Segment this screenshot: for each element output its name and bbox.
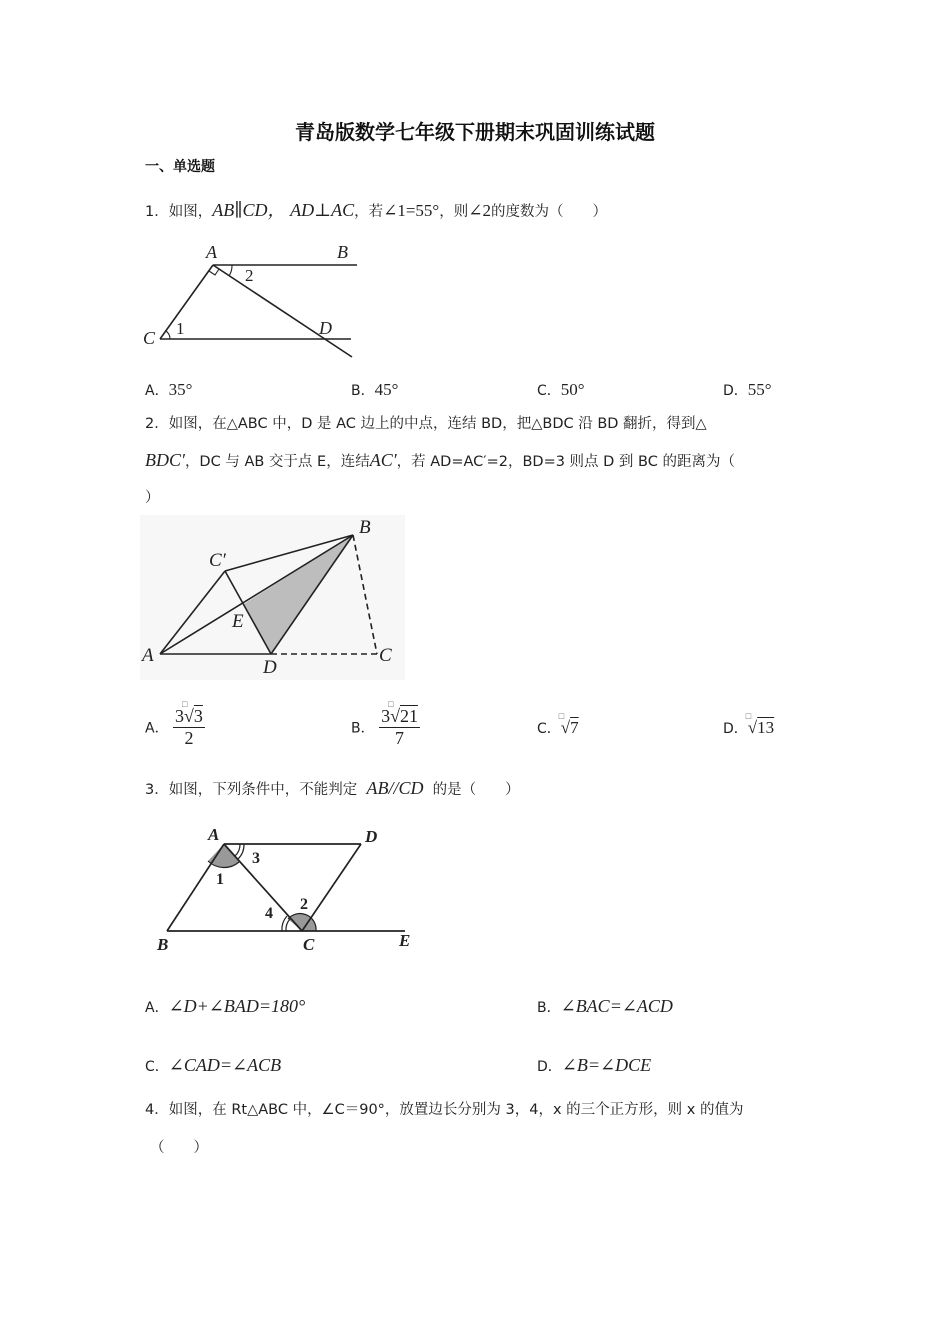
q1-mid2: ，则 <box>439 204 469 220</box>
q3-option-a[interactable] <box>145 996 305 1017</box>
label-e: E <box>399 931 411 950</box>
root-index: □ <box>388 699 394 709</box>
radicand: 3 <box>193 706 203 726</box>
q2-option-c[interactable] <box>537 711 579 738</box>
q2-expr-bdc: BDC′ <box>145 450 185 470</box>
label-d: D <box>365 827 378 846</box>
angle-3-arc-1 <box>235 844 240 856</box>
q2-line2b: ，若 AD=AC′=2，BD=3 则点 D 到 BC 的距离为（ <box>396 454 735 470</box>
denominator: 7 <box>395 728 404 748</box>
root-index: □ <box>182 699 188 709</box>
label-d: D <box>319 318 332 338</box>
q2-option-a[interactable] <box>145 699 205 749</box>
option-value: 35° <box>168 380 193 399</box>
q1-suffix: 的度数为（ ） <box>490 204 607 220</box>
fraction: 3 □ √21 7 <box>381 699 418 748</box>
label-a: A <box>142 645 154 666</box>
option-label: D． <box>723 721 748 737</box>
option-label: A． <box>145 720 169 737</box>
section-heading: 一、单选题 <box>145 159 215 175</box>
label-a: A <box>206 242 217 262</box>
label-angle-2: 2 <box>300 896 308 913</box>
angle-4-arc-1 <box>286 919 290 931</box>
label-angle-1: 1 <box>176 319 185 338</box>
option-label: C． <box>145 1059 169 1075</box>
label-c: C <box>143 328 156 348</box>
option-label: B． <box>537 1000 561 1016</box>
label-e: E <box>232 611 244 632</box>
denominator: 2 <box>184 728 194 748</box>
q3-prefix: 3．如图，下列条件中，不能判定 <box>145 782 358 798</box>
page-title: 青岛版数学七年级下册期末巩固训练试题 <box>295 120 655 144</box>
segment-ad <box>213 265 352 357</box>
label-c: C <box>379 645 392 666</box>
q2-option-d[interactable] <box>723 711 775 738</box>
option-label: C． <box>537 383 561 399</box>
angle-2-arc <box>229 265 232 276</box>
q2-line2a: ，DC 与 AB 交于点 E，连结 <box>184 454 370 470</box>
q1-expr1: AB∥CD， <box>212 200 286 220</box>
label-b: B <box>157 935 169 954</box>
radical: □ √13 <box>745 711 775 737</box>
q1-option-a[interactable] <box>145 380 192 400</box>
q2-option-b[interactable] <box>351 699 420 749</box>
q3-suffix: 的是（ ） <box>432 782 520 798</box>
option-label: D． <box>723 383 748 399</box>
q1-expr2: AD⊥AC <box>290 200 355 220</box>
angle-1-arc <box>166 331 170 339</box>
label-b: B <box>337 242 348 262</box>
option-value: ∠B=∠DCE <box>561 1055 652 1075</box>
radicand: 13 <box>757 718 775 737</box>
q3-option-d[interactable] <box>537 1055 651 1076</box>
label-a: A <box>208 825 220 844</box>
q1-figure <box>140 238 370 368</box>
option-label: B． <box>351 720 375 737</box>
q3-option-b[interactable] <box>537 996 673 1017</box>
q1-option-c[interactable] <box>537 380 585 400</box>
question-4-line-1: 4．如图，在 Rt△ABC 中，∠C＝90°，放置边长分别为 3，4，x 的三个正方形，则 x 的值为 <box>145 1102 744 1118</box>
label-b: B <box>359 517 371 538</box>
label-c-prime: C′ <box>209 550 226 571</box>
coefficient: 3 <box>381 706 391 726</box>
coefficient: 3 <box>175 706 185 726</box>
label-angle-1: 1 <box>216 871 224 888</box>
label-angle-2: 2 <box>245 266 254 285</box>
option-label: D． <box>537 1059 562 1075</box>
q3-option-c[interactable] <box>145 1055 281 1076</box>
right-angle-mark <box>209 269 219 275</box>
question-2-line-1: 2．如图，在△ABC 中，D 是 AC 边上的中点，连结 BD，把△BDC 沿 BD 翻折，得到△ <box>145 416 707 432</box>
option-value: ∠CAD=∠ACB <box>168 1055 282 1075</box>
question-4-line-2: （ ） <box>150 1140 208 1156</box>
option-label: C． <box>537 721 561 737</box>
option-value: 45° <box>374 380 399 399</box>
radicand: 21 <box>399 706 418 726</box>
q3-expr: AB//CD <box>366 778 424 798</box>
label-d: D <box>263 657 277 678</box>
q3-figure <box>150 818 425 958</box>
q1-angle-cond: ∠1=55° <box>383 201 440 220</box>
radicand: 7 <box>570 718 579 737</box>
q2-figure <box>140 515 405 680</box>
q1-mid: ，若 <box>354 204 384 220</box>
question-2-line-2 <box>145 450 735 472</box>
q1-option-d[interactable] <box>723 380 772 400</box>
radical: □ √7 <box>558 711 579 737</box>
option-label: A． <box>145 1000 169 1016</box>
option-label: A． <box>145 383 169 399</box>
q1-prefix: 1．如图， <box>145 204 213 220</box>
q1-option-b[interactable] <box>351 380 398 400</box>
label-c: C <box>303 935 315 954</box>
option-value: ∠BAC=∠ACD <box>560 996 673 1016</box>
option-value: ∠D+∠BAD=180° <box>168 996 306 1016</box>
question-1 <box>145 200 607 222</box>
root-index: □ <box>558 711 565 721</box>
q1-angle-q: ∠2 <box>468 201 491 220</box>
label-angle-3: 3 <box>252 850 260 867</box>
fraction: 3 □ √3 2 <box>175 699 203 748</box>
label-angle-4: 4 <box>265 905 273 922</box>
option-value: 55° <box>747 380 772 399</box>
segment-ac <box>224 844 302 931</box>
question-2-line-3: ） <box>145 490 160 506</box>
q2-expr-ac: AC′ <box>369 450 397 470</box>
question-3 <box>145 778 520 800</box>
root-index: □ <box>745 711 752 721</box>
option-label: B． <box>351 383 375 399</box>
option-value: 50° <box>560 380 585 399</box>
segment-ac <box>160 265 213 339</box>
